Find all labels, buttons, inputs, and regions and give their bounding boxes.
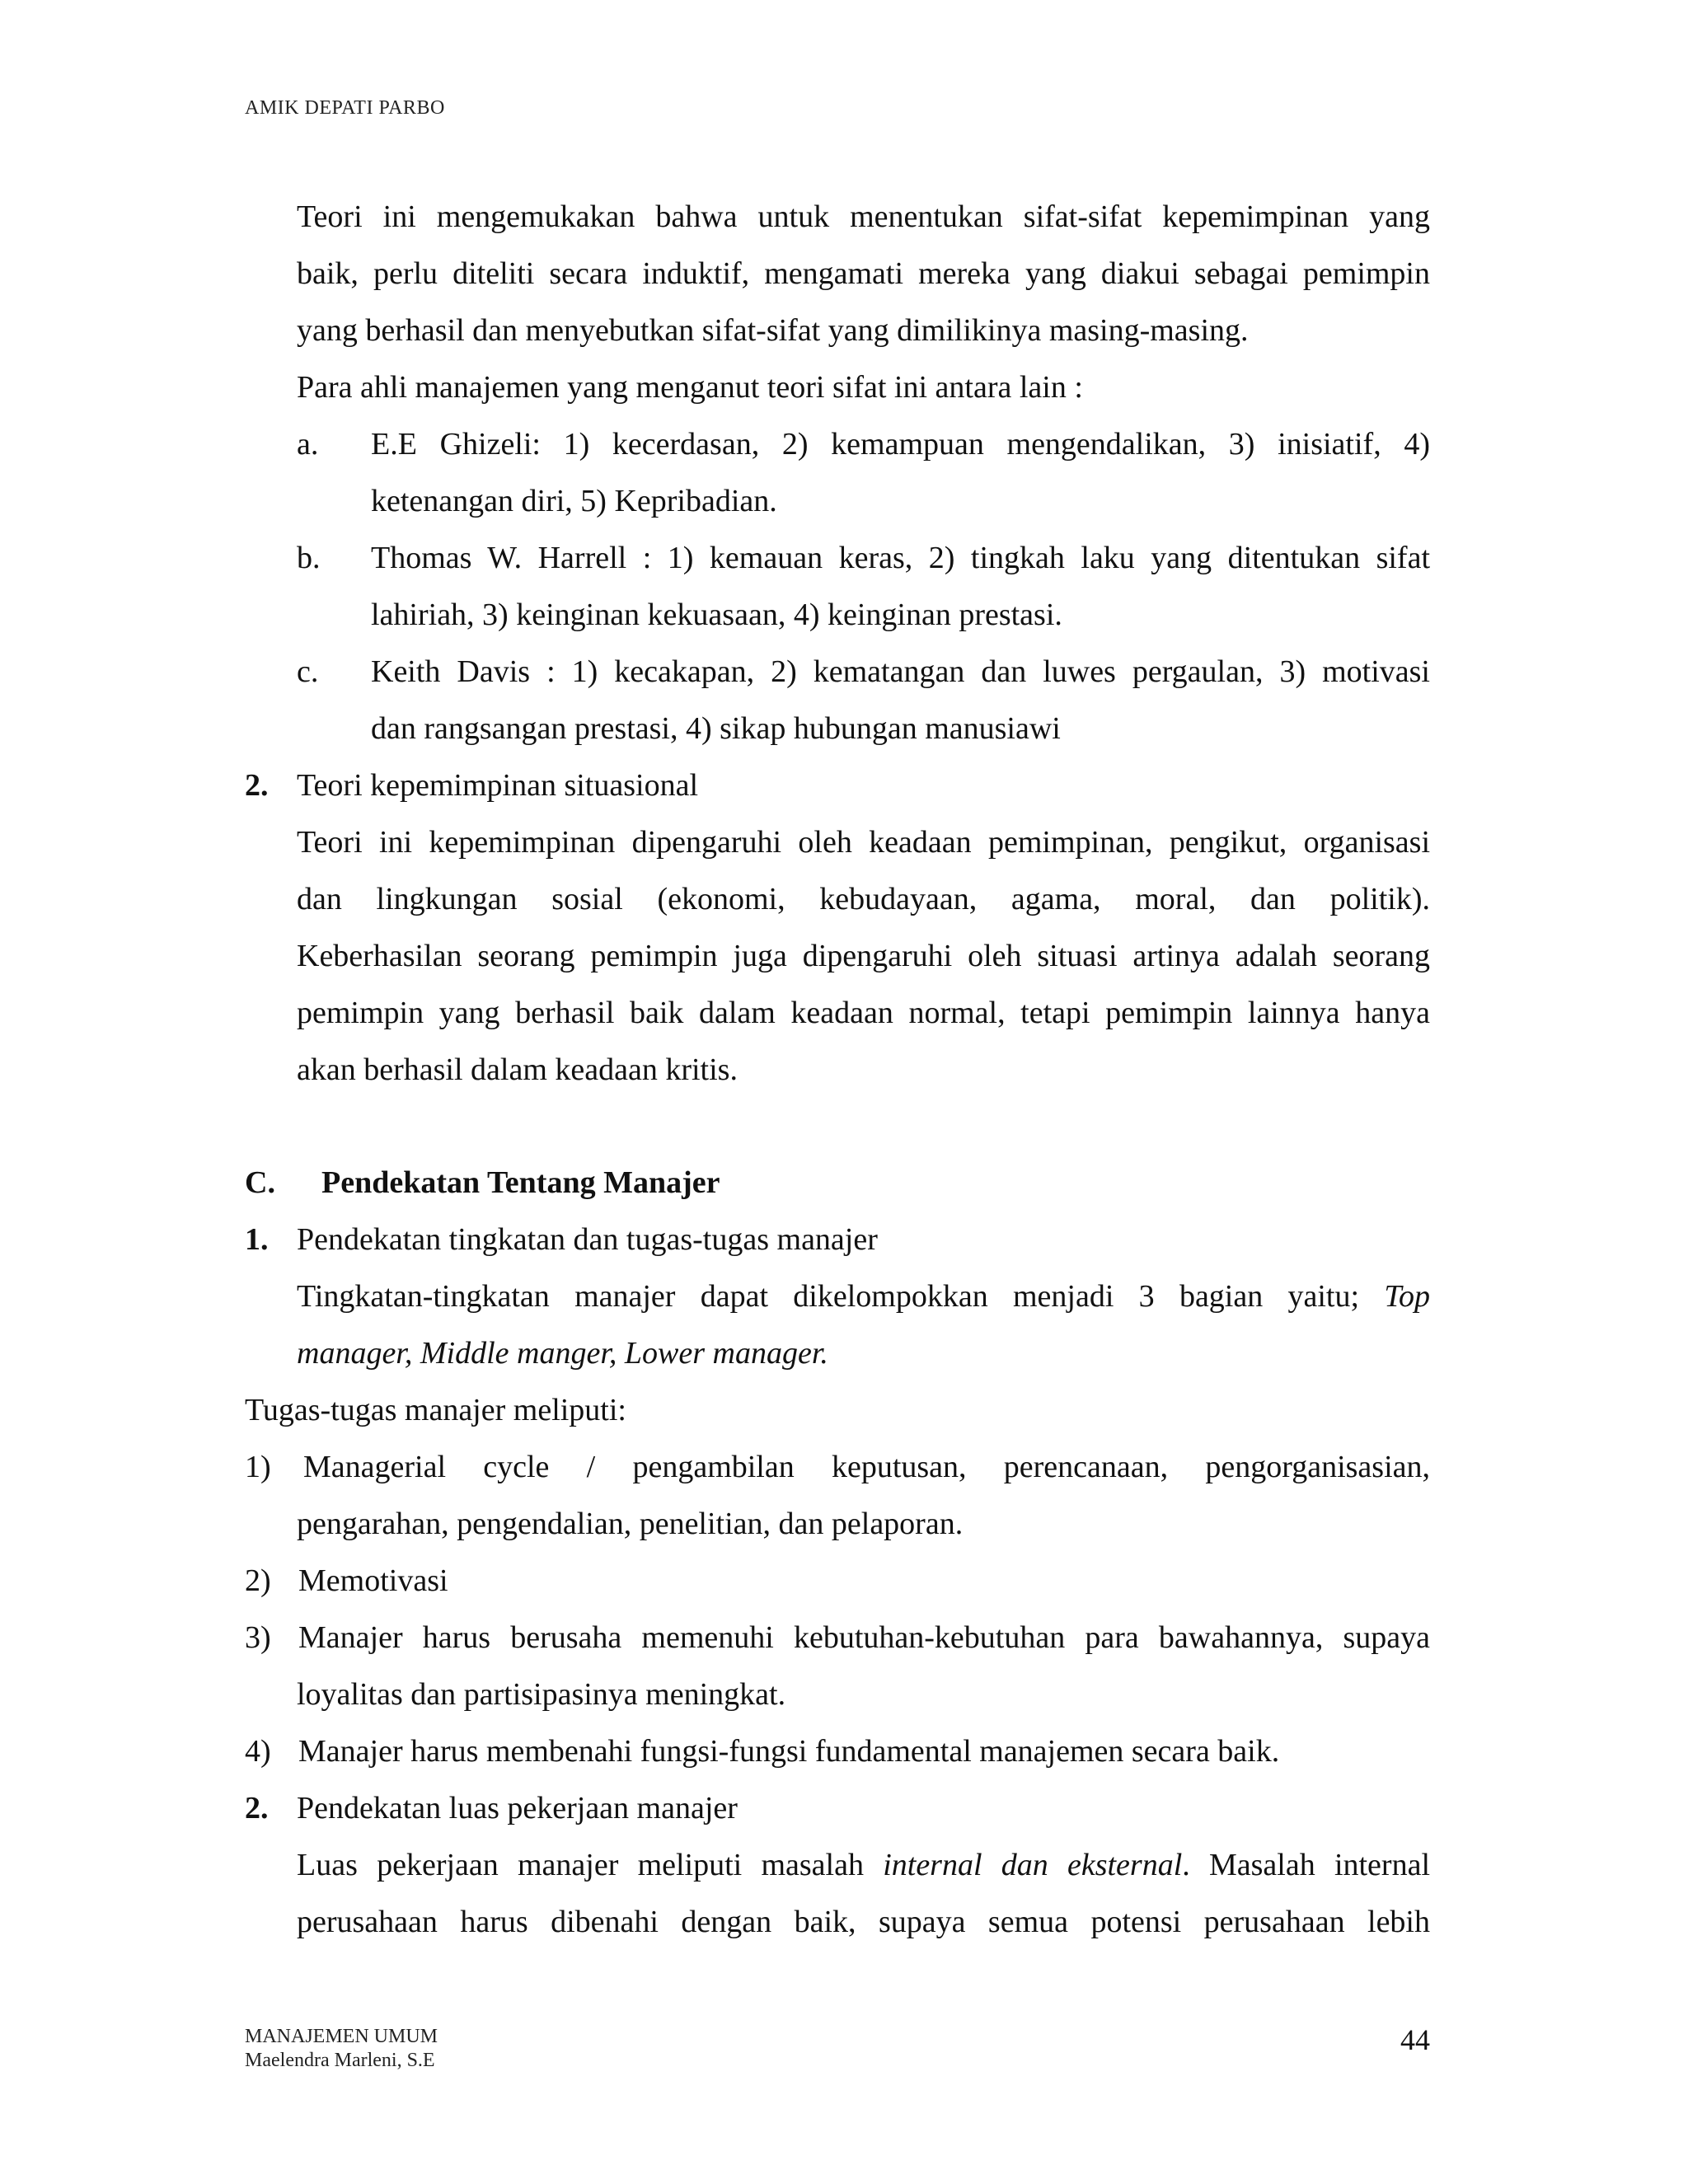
approach-1-title: Pendekatan tingkatan dan tugas-tugas manajer bbox=[297, 1222, 878, 1257]
approach-2-number: 2. bbox=[245, 1791, 269, 1825]
expert-c-marker: c. bbox=[297, 654, 319, 689]
expert-c-line-2: dan rangsangan prestasi, 4) sikap hubungan manusiawi bbox=[371, 711, 1061, 746]
task-3-marker: 3) bbox=[245, 1620, 271, 1655]
approach-1-line-2: manager, Middle manger, Lower manager. bbox=[297, 1336, 828, 1371]
situational-line-3: Keberhasilan seorang pemimpin juga dipengaruhi oleh situasi artinya adalah seorang bbox=[297, 939, 1430, 973]
task-4-line-1: Manajer harus membenahi fungsi-fungsi fundamental manajemen secara baik. bbox=[298, 1734, 1280, 1769]
situational-line-2: dan lingkungan sosial (ekonomi, kebudayaan, agama, moral, dan politik). bbox=[297, 882, 1430, 916]
footer-author: Maelendra Marleni, S.E bbox=[245, 2050, 435, 2071]
running-footer bbox=[245, 2025, 438, 2073]
task-2-line-1: Memotivasi bbox=[298, 1563, 448, 1598]
approach-1-line-1 bbox=[297, 1277, 1430, 1315]
expert-b-line-2: lahiriah, 3) keinginan kekuasaan, 4) keinginan prestasi. bbox=[371, 598, 1062, 632]
intro-paragraph-line-2: baik, perlu diteliti secara induktif, mengamati mereka yang diakui sebagai pemimpin bbox=[297, 256, 1430, 291]
experts-intro: Para ahli manajemen yang menganut teori sifat ini antara lain : bbox=[297, 370, 1083, 405]
task-1-line-2: pengarahan, pengendalian, penelitian, dan pelaporan. bbox=[297, 1507, 964, 1541]
approach-1-line-1-text: Tingkatan-tingkatan manajer dapat dikelompokkan menjadi 3 bagian yaitu; bbox=[297, 1279, 1360, 1314]
approach-2-line-1-italic: internal dan eksternal bbox=[883, 1848, 1183, 1882]
approach-2-title: Pendekatan luas pekerjaan manajer bbox=[297, 1791, 738, 1825]
page-number: 44 bbox=[1400, 2023, 1430, 2056]
section-c-letter: C. bbox=[245, 1165, 275, 1200]
situational-number: 2. bbox=[245, 768, 269, 803]
expert-a-line-1: E.E Ghizeli: 1) kecerdasan, 2) kemampuan mengendalikan, 3) inisiatif, 4) bbox=[371, 427, 1430, 462]
intro-paragraph-line-1: Teori ini mengemukakan bahwa untuk menentukan sifat-sifat kepemimpinan yang bbox=[297, 199, 1430, 234]
footer-course: MANAJEMEN UMUM bbox=[245, 2026, 438, 2047]
expert-a-line-2: ketenangan diri, 5) Kepribadian. bbox=[371, 484, 777, 518]
tasks-intro: Tugas-tugas manajer meliputi: bbox=[245, 1393, 626, 1427]
situational-line-1: Teori ini kepemimpinan dipengaruhi oleh keadaan pemimpinan, pengikut, organisasi bbox=[297, 825, 1430, 860]
approach-2-line-1-text: Luas pekerjaan manajer meliputi masalah bbox=[297, 1848, 864, 1882]
situational-line-5: akan berhasil dalam keadaan kritis. bbox=[297, 1052, 738, 1087]
situational-line-4: pemimpin yang berhasil baik dalam keadaan normal, tetapi pemimpin lainnya hanya bbox=[297, 996, 1430, 1030]
approach-1-number: 1. bbox=[245, 1222, 269, 1257]
section-c-title: Pendekatan Tentang Manajer bbox=[321, 1165, 720, 1200]
task-1-marker: 1) bbox=[245, 1450, 271, 1484]
task-1-line-1: Managerial cycle / pengambilan keputusan, perencanaan, pengorganisasian, bbox=[303, 1450, 1430, 1484]
expert-b-line-1: Thomas W. Harrell : 1) kemauan keras, 2) tingkah laku yang ditentukan sifat bbox=[371, 541, 1430, 575]
running-header: AMIK DEPATI PARBO bbox=[245, 97, 445, 119]
task-4-marker: 4) bbox=[245, 1734, 271, 1769]
task-2-marker: 2) bbox=[245, 1563, 271, 1598]
task-3-line-1: Manajer harus berusaha memenuhi kebutuhan-kebutuhan para bawahannya, supaya bbox=[298, 1620, 1430, 1655]
approach-1-line-1-italic: Top bbox=[1384, 1279, 1430, 1314]
expert-b-marker: b. bbox=[297, 541, 321, 575]
task-3-line-2: loyalitas dan partisipasinya meningkat. bbox=[297, 1677, 786, 1712]
approach-2-line-1-rest: . Masalah internal bbox=[1182, 1848, 1431, 1882]
situational-title: Teori kepemimpinan situasional bbox=[297, 768, 699, 803]
expert-c-line-1: Keith Davis : 1) kecakapan, 2) kematangan dan luwes pergaulan, 3) motivasi bbox=[371, 654, 1430, 689]
expert-a-marker: a. bbox=[297, 427, 319, 462]
approach-2-line-2: perusahaan harus dibenahi dengan baik, supaya semua potensi perusahaan lebih bbox=[297, 1905, 1430, 1939]
approach-2-line-1 bbox=[297, 1846, 1430, 1884]
intro-paragraph-line-3: yang berhasil dan menyebutkan sifat-sifat yang dimilikinya masing-masing. bbox=[297, 313, 1249, 348]
